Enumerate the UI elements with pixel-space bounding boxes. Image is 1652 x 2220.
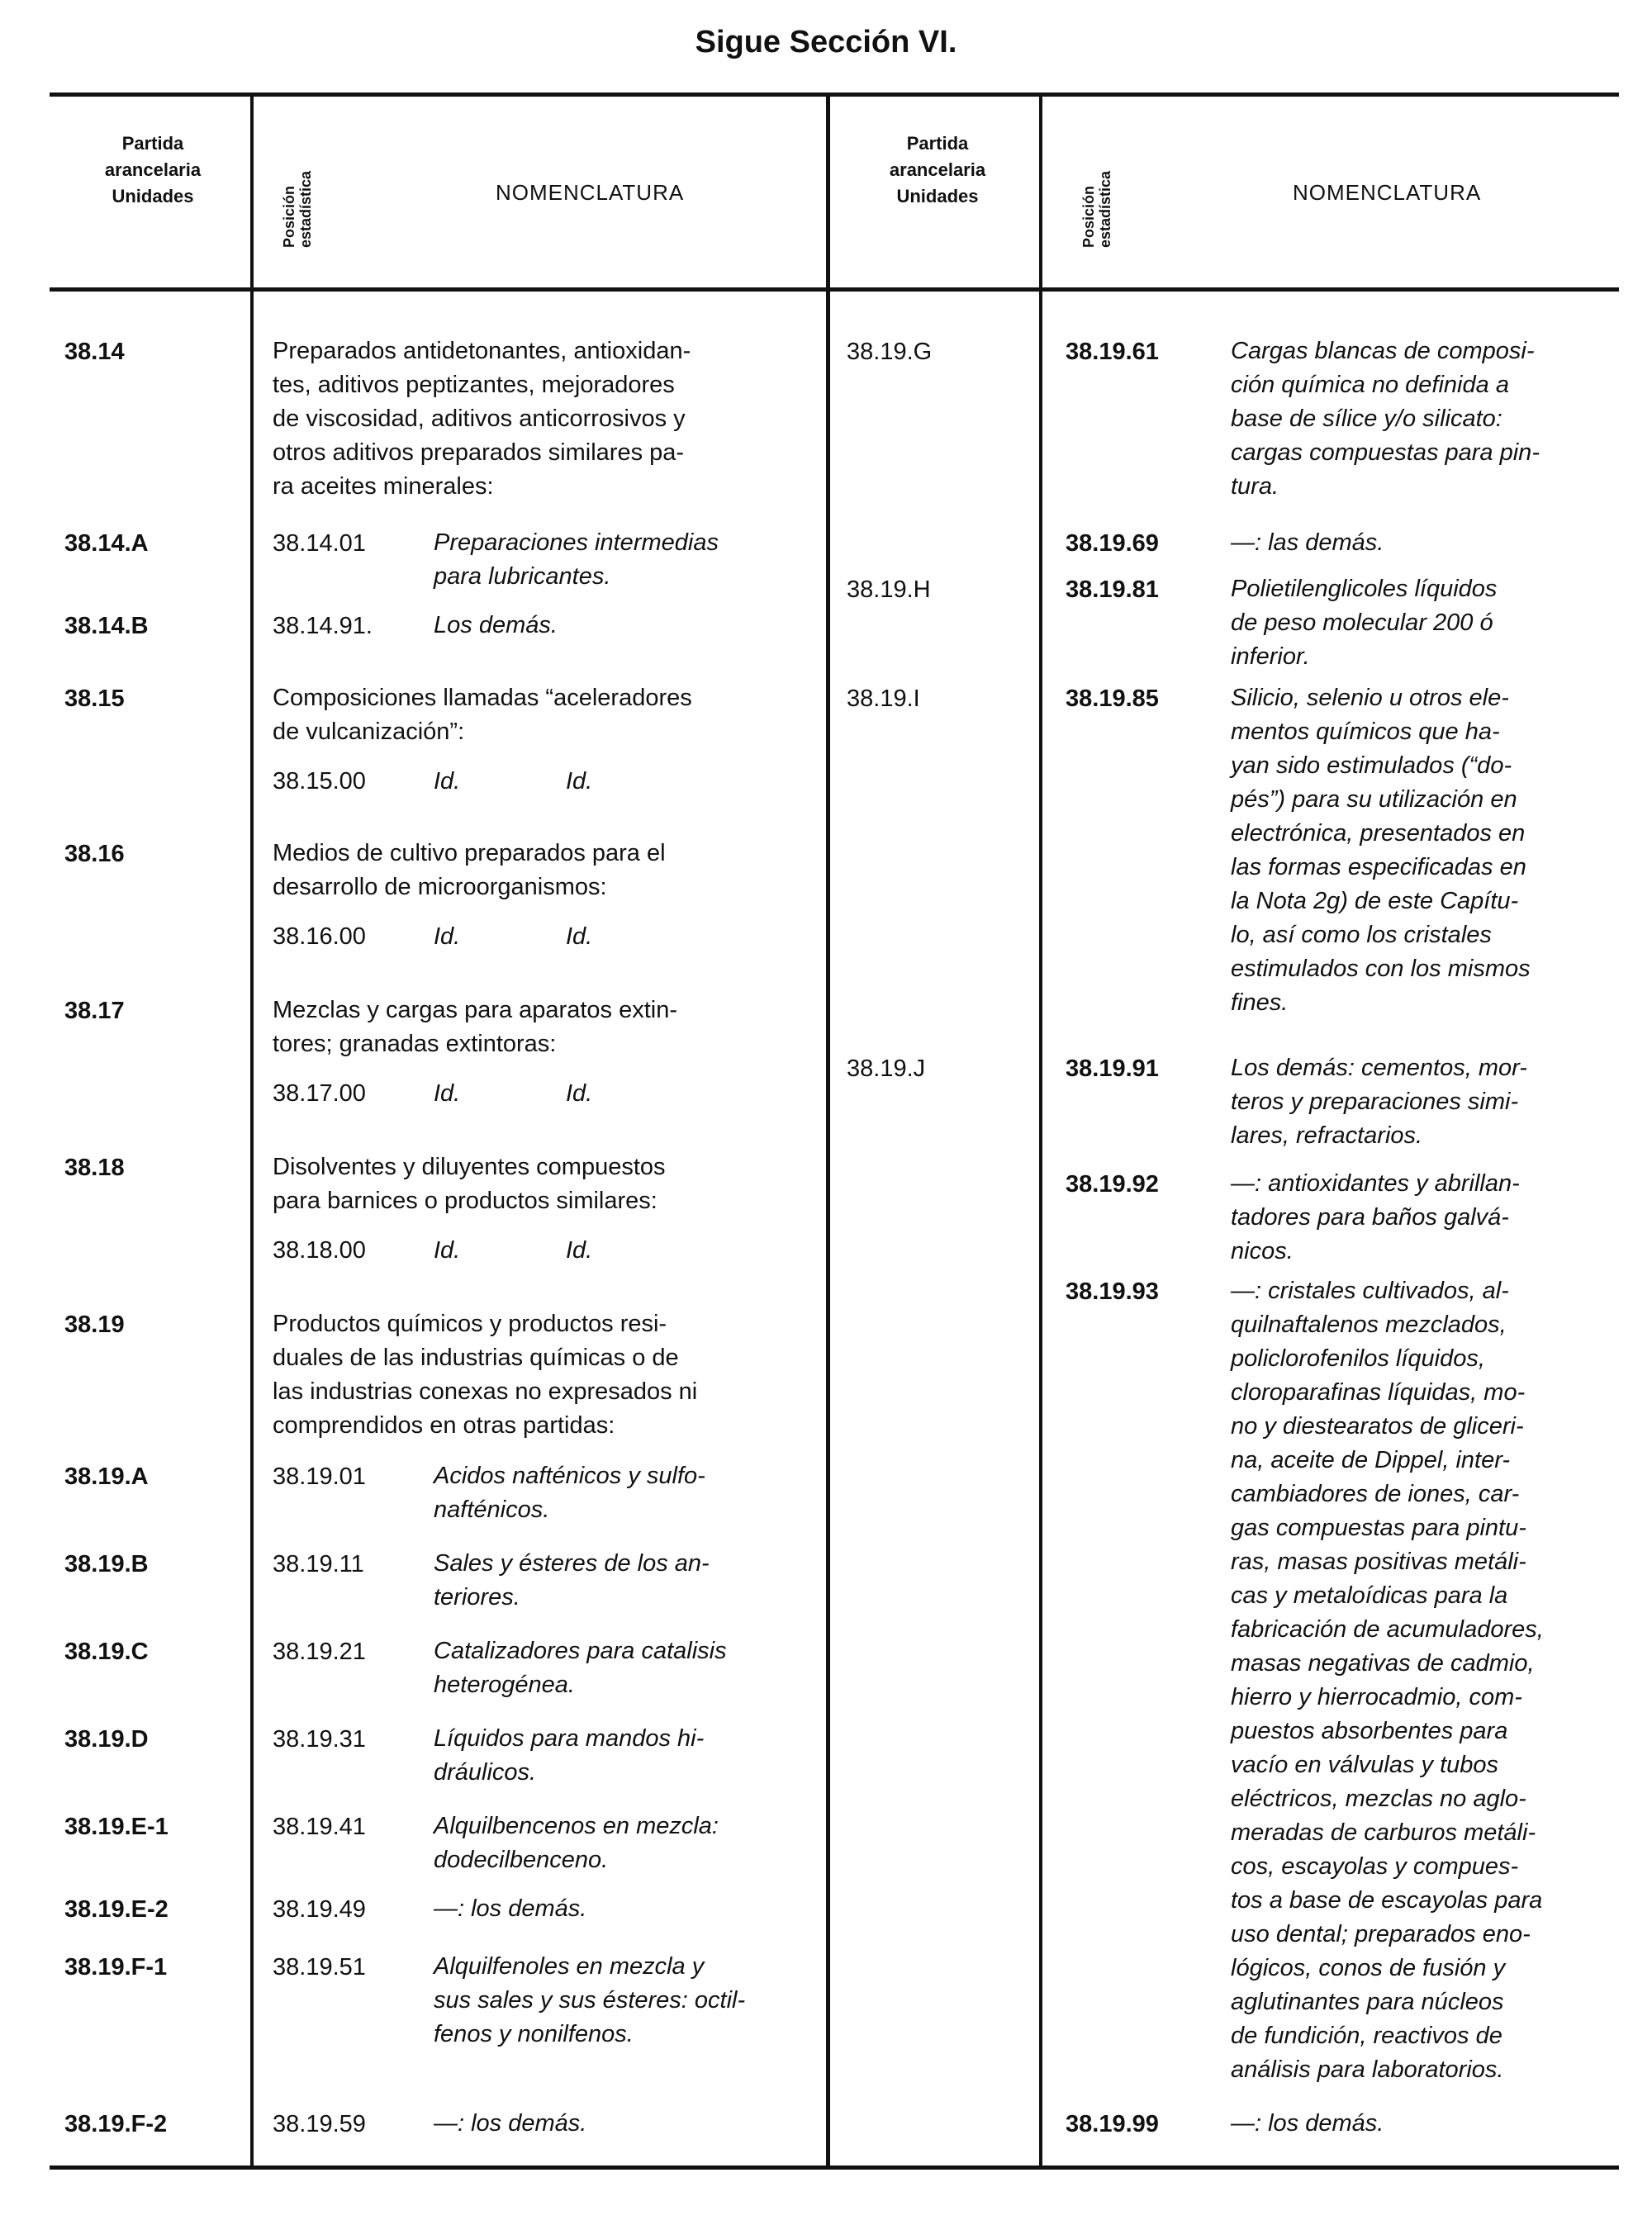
text-line: dráulicos. <box>434 1759 537 1786</box>
text-line: pés”) para su utilización en <box>1231 786 1517 813</box>
text-line: las formas especificadas en <box>1231 854 1526 880</box>
text-line: Los demás. <box>434 612 558 638</box>
posicion-description <box>1231 1274 1611 2087</box>
text-line: análisis para laboratorios. <box>1231 2056 1504 2083</box>
text-line: de peso molecular 200 ó <box>1231 610 1493 636</box>
text-line: —: cristales cultivados, al- <box>1231 1278 1509 1304</box>
text-line: quilnaftalenos mezclados, <box>1231 1312 1507 1338</box>
text-line: Alquilbencenos en mezcla: <box>434 1813 719 1839</box>
text-line: Composiciones llamadas “aceleradores <box>273 685 692 711</box>
partida-code: 38.19.B <box>64 1551 149 1577</box>
posicion-description <box>1231 1167 1611 1269</box>
header-nomenclatura-right: NOMENCLATURA <box>1293 180 1482 205</box>
partida-description <box>273 1307 809 1443</box>
posicion-code: 38.19.21 <box>273 1639 366 1665</box>
text-line: fabricación de acumuladores, <box>1231 1616 1544 1643</box>
text-line: Polietilenglicoles líquidos <box>1231 576 1498 602</box>
header-posicion-line2: estadística <box>1097 170 1113 248</box>
partida-code: 38.19.E-1 <box>64 1814 169 1840</box>
table-top-rule <box>50 92 1619 97</box>
posicion-description <box>1231 2107 1611 2141</box>
page-title: Sigue Sección VI. <box>695 25 957 59</box>
text-line: Acidos nafténicos y sulfo- <box>434 1463 705 1489</box>
posicion-code: 38.15.00 <box>273 768 366 795</box>
posicion-code: 38.14.91. <box>273 613 373 639</box>
text-line: yan sido estimulados (“do- <box>1231 752 1512 779</box>
text-line: fenos y nonilfenos. <box>434 2021 634 2047</box>
header-posicion-left <box>281 171 314 248</box>
header-posicion-line1: Posición <box>281 185 297 248</box>
text-line: ra aceites minerales: <box>273 473 494 500</box>
posicion-code: 38.19.41 <box>273 1814 366 1840</box>
posicion-description <box>434 1950 809 2052</box>
text-line: desarrollo de microorganismos: <box>273 874 607 900</box>
col-divider-3 <box>1039 94 1042 2167</box>
id-mark: Id. <box>434 1237 461 1264</box>
text-line: Preparados antidetonantes, antioxidan- <box>273 338 691 364</box>
id-mark: Id. <box>566 923 593 950</box>
text-line: —: las demás. <box>1231 529 1384 556</box>
text-line: cloroparafinas líquidas, mo- <box>1231 1379 1526 1406</box>
partida-code: 38.19.A <box>64 1463 149 1490</box>
header-bottom-rule <box>50 287 1619 292</box>
text-line: de vulcanización”: <box>273 719 465 745</box>
text-line: nafténicos. <box>434 1497 550 1523</box>
posicion-description <box>1231 1051 1611 1153</box>
text-line: Silicio, selenio u otros ele- <box>1231 685 1509 711</box>
partida-code: 38.17 <box>64 998 125 1024</box>
partida-code: 38.19 <box>64 1312 125 1338</box>
posicion-code: 38.19.93 <box>1066 1278 1159 1305</box>
partida-description <box>273 837 809 904</box>
id-mark: Id. <box>566 1080 593 1107</box>
text-line: cos, escayolas y compues- <box>1231 1853 1519 1880</box>
partida-description <box>273 334 809 504</box>
text-line: sus sales y sus ésteres: octil- <box>434 1987 746 2014</box>
text-line: meradas de carburos metáli- <box>1231 1819 1536 1846</box>
text-line: cas y metaloídicas para la <box>1231 1582 1508 1609</box>
header-partida-line3: Unidades <box>896 186 979 206</box>
text-line: nicos. <box>1231 1238 1294 1264</box>
posicion-code: 38.17.00 <box>273 1080 366 1107</box>
partida-code: 38.19.F-2 <box>64 2111 168 2137</box>
posicion-code: 38.19.51 <box>273 1954 366 1980</box>
text-line: Productos químicos y productos resi- <box>273 1311 667 1337</box>
id-mark: Id. <box>566 1237 593 1264</box>
posicion-description <box>434 1547 809 1615</box>
header-partida-line1: Partida <box>121 133 184 154</box>
text-line: aglutinantes para núcleos <box>1231 1989 1504 2015</box>
text-line: cambiadores de iones, car- <box>1231 1481 1520 1507</box>
text-line: para barnices o productos similares: <box>273 1188 657 1214</box>
partida-code: 38.19.J <box>847 1055 926 1082</box>
text-line: estimulados con los mismos <box>1231 956 1531 982</box>
text-line: Mezclas y cargas para aparatos extin- <box>273 997 677 1023</box>
posicion-code: 38.19.49 <box>273 1896 366 1923</box>
partida-code: 38.14.A <box>64 530 149 557</box>
text-line: tadores para baños galvá- <box>1231 1204 1509 1231</box>
posicion-code: 38.19.85 <box>1066 685 1159 712</box>
text-line: teros y preparaciones simi- <box>1231 1089 1519 1115</box>
posicion-description <box>434 1634 809 1702</box>
text-line: lares, refractarios. <box>1231 1122 1423 1149</box>
partida-code: 38.19.I <box>847 685 920 712</box>
text-line: duales de las industrias químicas o de <box>273 1345 679 1371</box>
text-line: dodecilbenceno. <box>434 1847 609 1873</box>
header-partida-line2: arancelaria <box>889 159 986 180</box>
text-line: —: los demás. <box>434 2110 587 2137</box>
posicion-description <box>434 2107 809 2141</box>
posicion-code: 38.19.99 <box>1066 2111 1159 2137</box>
text-line: Disolventes y diluyentes compuestos <box>273 1154 666 1180</box>
id-mark: Id. <box>434 768 461 795</box>
text-line: vacío en válvulas y tubos <box>1231 1752 1499 1778</box>
posicion-description <box>1231 334 1611 504</box>
posicion-code: 38.14.01 <box>273 530 366 557</box>
posicion-code: 38.19.11 <box>273 1551 364 1577</box>
partida-code: 38.15 <box>64 685 125 712</box>
partida-code: 38.18 <box>64 1155 125 1181</box>
posicion-code: 38.19.81 <box>1066 576 1159 603</box>
partida-code: 38.19.E-2 <box>64 1896 169 1923</box>
partida-description <box>273 994 809 1061</box>
text-line: otros aditivos preparados similares pa- <box>273 439 685 466</box>
partida-code: 38.19.F-1 <box>64 1954 168 1980</box>
text-line: de viscosidad, aditivos anticorrosivos y <box>273 406 686 432</box>
text-line: Preparaciones intermedias <box>434 529 719 556</box>
col-divider-1 <box>250 94 254 2167</box>
text-line: Cargas blancas de composi- <box>1231 338 1535 364</box>
posicion-code: 38.19.92 <box>1066 1171 1159 1198</box>
partida-code: 38.19.G <box>847 339 933 365</box>
posicion-description <box>1231 681 1611 1020</box>
partida-code: 38.14 <box>64 339 125 365</box>
partida-description <box>273 1150 809 1218</box>
text-line: policlorofenilos líquidos, <box>1231 1345 1485 1372</box>
text-line: tores; granadas extintoras: <box>273 1031 557 1057</box>
posicion-code: 38.19.31 <box>273 1726 366 1753</box>
text-line: la Nota 2g) de este Capítu- <box>1231 888 1519 914</box>
header-partida-line1: Partida <box>906 133 969 154</box>
text-line: Sales y ésteres de los an- <box>434 1550 710 1577</box>
text-line: tes, aditivos peptizantes, mejoradores <box>273 372 675 398</box>
partida-description <box>273 681 809 749</box>
partida-code: 38.19.H <box>847 576 931 603</box>
header-posicion-right <box>1080 171 1113 248</box>
header-nomenclatura-left: NOMENCLATURA <box>496 180 685 205</box>
text-line: Medios de cultivo preparados para el <box>273 840 666 866</box>
header-posicion-line1: Posición <box>1080 185 1097 248</box>
text-line: comprendidos en otras partidas: <box>273 1412 615 1439</box>
text-line: cargas compuestas para pin- <box>1231 439 1540 466</box>
text-line: base de sílice y/o silicato: <box>1231 406 1502 432</box>
posicion-description <box>1231 572 1611 674</box>
posicion-description <box>434 1892 809 1926</box>
text-line: —: los demás. <box>434 1895 587 1922</box>
text-line: tos a base de escayolas para <box>1231 1887 1543 1914</box>
posicion-description <box>434 1459 809 1527</box>
text-line: ción química no definida a <box>1231 372 1509 398</box>
posicion-code: 38.19.59 <box>273 2111 366 2137</box>
text-line: masas negativas de cadmio, <box>1231 1650 1535 1677</box>
table-bottom-rule <box>50 2165 1619 2170</box>
text-line: tura. <box>1231 473 1279 500</box>
text-line: lo, así como los cristales <box>1231 922 1492 948</box>
text-line: uso dental; preparados eno- <box>1231 1921 1531 1947</box>
header-partida-left <box>58 130 248 210</box>
posicion-description <box>434 609 809 643</box>
posicion-code: 38.16.00 <box>273 923 366 950</box>
text-line: heterogénea. <box>434 1672 575 1698</box>
text-line: —: antioxidantes y abrillan- <box>1231 1170 1520 1197</box>
text-line: lógicos, conos de fusión y <box>1231 1955 1506 1981</box>
partida-code: 38.14.B <box>64 613 149 639</box>
text-line: ras, masas positivas metáli- <box>1231 1549 1526 1575</box>
text-line: —: los demás. <box>1231 2110 1384 2137</box>
text-line: Los demás: cementos, mor- <box>1231 1055 1527 1081</box>
text-line: las industrias conexas no expresados ni <box>273 1378 698 1405</box>
text-line: Alquilfenoles en mezcla y <box>434 1953 705 1980</box>
text-line: de fundición, reactivos de <box>1231 2023 1502 2049</box>
partida-code: 38.19.D <box>64 1726 149 1753</box>
text-line: hierro y hierrocadmio, com- <box>1231 1684 1522 1710</box>
posicion-code: 38.19.69 <box>1066 530 1159 557</box>
text-line: no y diestearatos de gliceri- <box>1231 1413 1524 1440</box>
partida-code: 38.16 <box>64 841 125 867</box>
posicion-code: 38.18.00 <box>273 1237 366 1264</box>
text-line: para lubricantes. <box>434 563 611 590</box>
header-partida-line2: arancelaria <box>104 159 202 180</box>
text-line: na, aceite de Dippel, inter- <box>1231 1447 1511 1473</box>
partida-code: 38.19.C <box>64 1639 149 1665</box>
text-line: puestos absorbentes para <box>1231 1718 1508 1744</box>
text-line: gas compuestas para pintu- <box>1231 1515 1526 1541</box>
posicion-description <box>434 1722 809 1790</box>
col-divider-center <box>826 94 830 2167</box>
text-line: mentos químicos que ha- <box>1231 719 1500 745</box>
id-mark: Id. <box>434 1080 461 1107</box>
text-line: Líquidos para mandos hi- <box>434 1725 705 1752</box>
posicion-description <box>434 526 809 594</box>
header-partida-right <box>838 130 1037 210</box>
text-line: Catalizadores para catalisis <box>434 1638 727 1664</box>
text-line: teriores. <box>434 1584 520 1610</box>
posicion-description <box>434 1810 809 1877</box>
id-mark: Id. <box>566 768 593 795</box>
posicion-code: 38.19.91 <box>1066 1055 1159 1082</box>
text-line: fines. <box>1231 989 1289 1016</box>
text-line: electrónica, presentados en <box>1231 820 1526 847</box>
header-partida-line3: Unidades <box>112 186 194 206</box>
posicion-description <box>1231 526 1611 560</box>
text-line: inferior. <box>1231 643 1310 670</box>
posicion-code: 38.19.01 <box>273 1463 366 1490</box>
header-posicion-line2: estadística <box>297 170 314 248</box>
posicion-code: 38.19.61 <box>1066 339 1159 365</box>
text-line: eléctricos, mezclas no aglo- <box>1231 1786 1526 1812</box>
id-mark: Id. <box>434 923 461 950</box>
